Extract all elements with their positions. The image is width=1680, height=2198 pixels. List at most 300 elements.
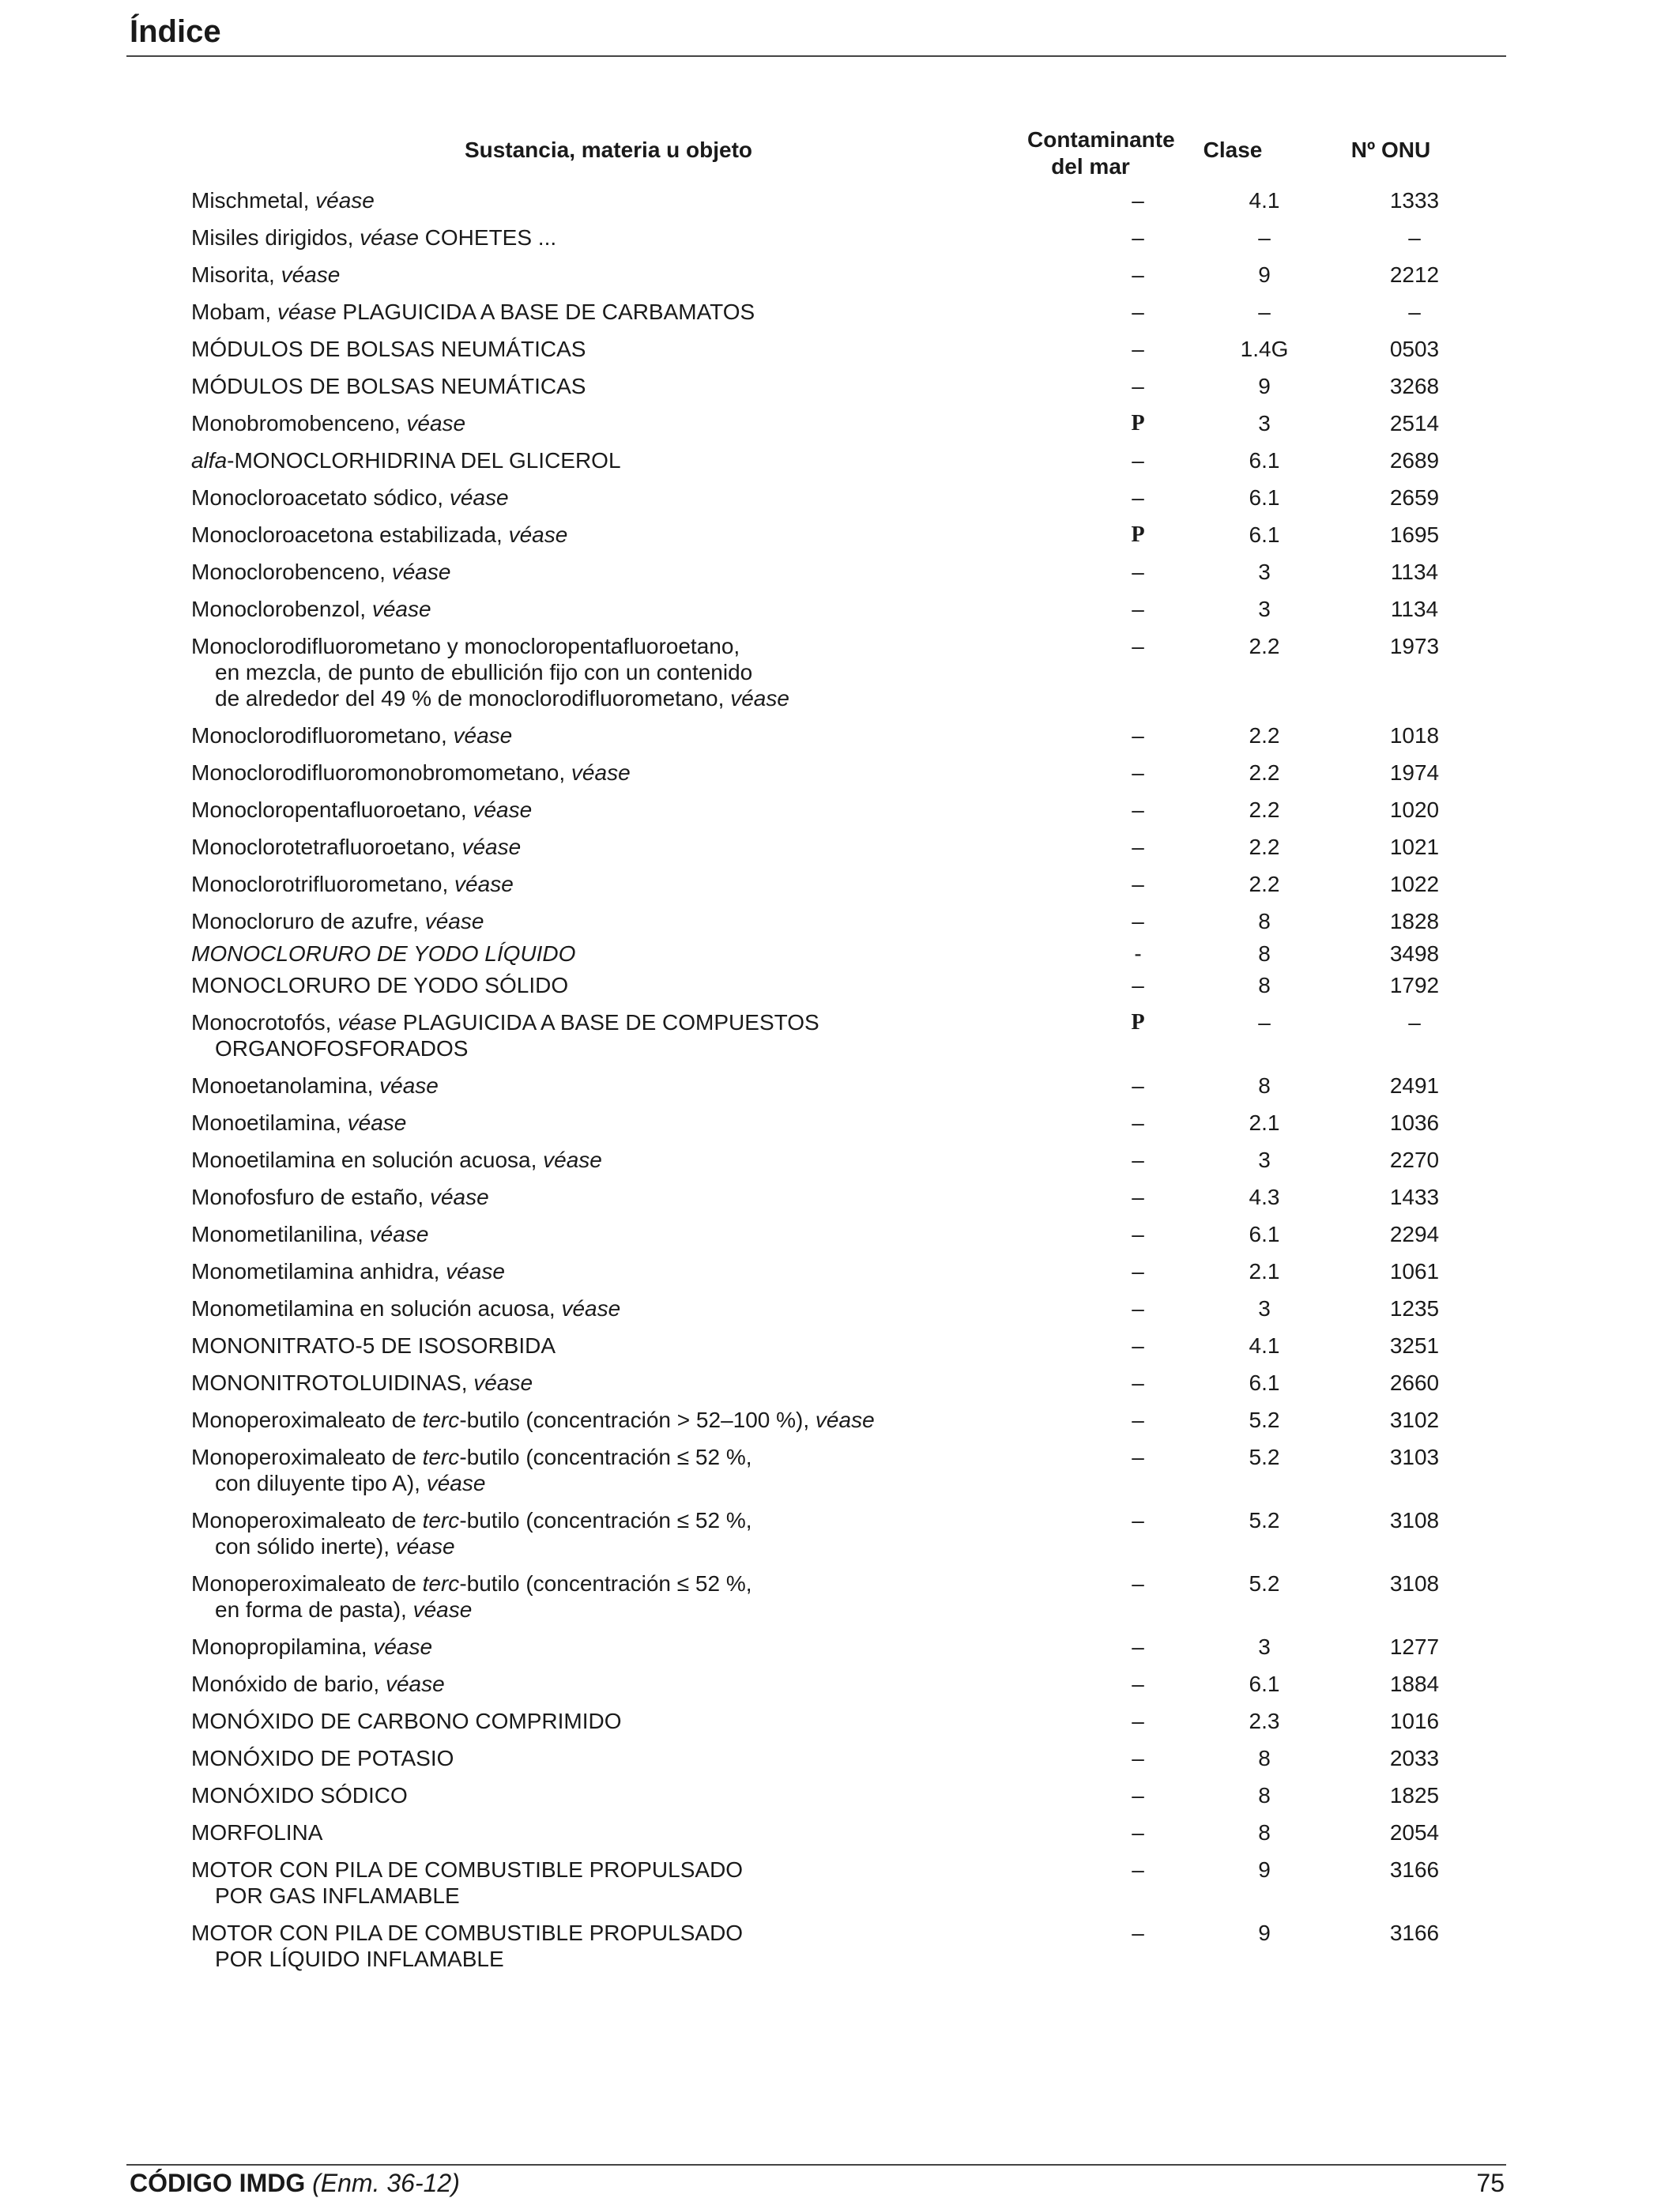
name-segment: Monoclorodifluorometano y monocloropentafluoroetano, — [191, 634, 740, 658]
un-number-cell: 3102 — [1389, 1408, 1440, 1432]
substance-name-line — [191, 1295, 1029, 1321]
substance-name-line — [191, 972, 1029, 998]
substance-name-line — [191, 373, 1029, 399]
name-segment: véase — [426, 1471, 486, 1495]
substance-name — [191, 484, 1029, 511]
name-segment: ORGANOFOSFORADOS — [215, 1036, 469, 1061]
table-row — [126, 1004, 1506, 1067]
substance-name-line — [191, 1009, 1029, 1035]
name-segment: Monoclorodifluoromonobromometano, — [191, 760, 571, 785]
substance-name-line — [191, 522, 1029, 548]
name-segment: Monoperoximaleato de — [191, 1445, 423, 1469]
name-segment: Monoetilamina, — [191, 1110, 348, 1135]
name-segment: terc — [422, 1508, 460, 1533]
name-segment: véase — [395, 1534, 455, 1559]
name-segment: Misiles dirigidos, — [191, 225, 360, 250]
marine-pollutant-cell: – — [1132, 374, 1144, 398]
marine-pollutant-cell: – — [1132, 1222, 1144, 1246]
un-number-cell: 3103 — [1389, 1445, 1440, 1469]
marine-pollutant-cell: – — [1132, 1672, 1144, 1696]
class-cell: 1.4G — [1240, 337, 1289, 361]
marine-pollutant-cell: – — [1132, 872, 1144, 896]
substance-name — [191, 797, 1029, 823]
class-cell: 3 — [1258, 1296, 1271, 1321]
substance-name-line — [191, 1634, 1029, 1660]
name-segment: MONÓXIDO DE POTASIO — [191, 1746, 454, 1770]
marine-pollutant-cell: – — [1132, 1408, 1144, 1432]
name-segment: PLAGUICIDA A BASE DE COMPUESTOS — [396, 1010, 819, 1035]
substance-name — [191, 1009, 1029, 1061]
substance-name — [191, 1570, 1029, 1623]
page-number: 75 — [1476, 2169, 1505, 2197]
name-segment: con sólido inerte), — [215, 1534, 396, 1559]
substance-name — [191, 336, 1029, 362]
footer-amendment: (Enm. 36-12) — [312, 2169, 460, 2197]
name-segment: Monoetilamina en solución acuosa, — [191, 1148, 544, 1172]
substance-name-line — [191, 262, 1029, 288]
un-number-cell: 1825 — [1389, 1783, 1440, 1808]
class-cell: 9 — [1258, 1857, 1271, 1882]
name-segment: MÓDULOS DE BOLSAS NEUMÁTICAS — [191, 337, 586, 361]
name-segment: Monocloroacetato sódico, — [191, 485, 450, 510]
class-cell: 2.1 — [1249, 1110, 1280, 1135]
substance-name — [191, 1295, 1029, 1321]
table-row — [126, 1067, 1506, 1104]
table-row — [126, 1851, 1506, 1914]
marine-pollutant-cell: – — [1132, 1571, 1144, 1596]
table-row — [126, 516, 1506, 553]
name-segment: Monoperoximaleato de — [191, 1571, 423, 1596]
class-cell: 8 — [1258, 1746, 1271, 1770]
substance-name-line — [191, 1708, 1029, 1734]
table-row — [126, 1141, 1506, 1178]
substance-name-line — [191, 908, 1029, 934]
substance-name — [191, 1819, 1029, 1845]
substance-name — [191, 1184, 1029, 1210]
un-number-cell: 1021 — [1389, 835, 1440, 859]
substance-name-line — [191, 1221, 1029, 1247]
substance-name-line — [191, 1671, 1029, 1697]
marine-pollutant-cell: – — [1132, 300, 1144, 324]
name-segment: en mezcla, de punto de ebullición fijo con un contenido — [215, 660, 753, 684]
substance-name — [191, 373, 1029, 399]
substance-name-line — [191, 659, 1029, 685]
table-row — [126, 1628, 1506, 1665]
class-cell: – — [1258, 225, 1271, 250]
marine-pollutant-cell: – — [1132, 1185, 1144, 1209]
substance-name — [191, 1147, 1029, 1173]
marine-pollutant-cell: – — [1132, 337, 1144, 361]
name-segment: PLAGUICIDA A BASE DE CARBAMATOS — [336, 300, 755, 324]
index-table — [126, 119, 1506, 1977]
substance-name-line — [191, 941, 1029, 967]
name-segment: Monoclorodifluorometano, — [191, 723, 454, 748]
table-row — [126, 219, 1506, 256]
table-row — [126, 903, 1506, 940]
un-number-cell: 1973 — [1389, 634, 1440, 658]
marine-pollutant-cell: – — [1132, 973, 1144, 997]
table-row — [126, 330, 1506, 368]
class-cell: 2.2 — [1249, 835, 1280, 859]
un-number-cell: 2054 — [1389, 1820, 1440, 1845]
name-segment: alfa — [191, 448, 228, 473]
substance-name-line — [191, 797, 1029, 823]
class-cell: 8 — [1258, 1783, 1271, 1808]
un-number-cell: 1018 — [1389, 723, 1440, 748]
name-segment: -butilo (concentración > 52–100 %), — [459, 1408, 816, 1432]
un-number-cell: 2294 — [1389, 1222, 1440, 1246]
marine-pollutant-cell: – — [1132, 1073, 1144, 1098]
substance-name-line — [191, 410, 1029, 436]
substance-name-line — [191, 1470, 1029, 1496]
substance-name-line — [191, 484, 1029, 511]
name-segment: Monometilamina en solución acuosa, — [191, 1296, 562, 1321]
substance-name-line — [191, 447, 1029, 473]
class-cell: 6.1 — [1249, 1672, 1280, 1696]
name-segment: Mobam, — [191, 300, 277, 324]
substance-name-line — [191, 760, 1029, 786]
name-segment: véase — [412, 1597, 473, 1622]
un-number-cell: 3108 — [1389, 1571, 1440, 1596]
marine-pollutant-cell: – — [1132, 1148, 1144, 1172]
un-number-cell: 1016 — [1389, 1709, 1440, 1733]
marine-pollutant-cell: – — [1132, 225, 1144, 250]
table-row — [126, 935, 1506, 967]
name-segment: Monoclorobenzol, — [191, 597, 372, 621]
name-segment: Monocloroacetona estabilizada, — [191, 522, 509, 547]
substance-name-line — [191, 596, 1029, 622]
page-header — [126, 11, 1506, 57]
un-number-cell: 1792 — [1389, 973, 1440, 997]
marine-pollutant-cell: – — [1132, 560, 1144, 584]
marine-pollutant-cell: – — [1132, 1296, 1144, 1321]
name-segment: Monocloruro de azufre, — [191, 909, 425, 933]
class-cell: 2.3 — [1249, 1709, 1280, 1733]
name-segment: Monóxido de bario, — [191, 1672, 386, 1696]
marine-pollutant-cell: – — [1132, 1259, 1144, 1284]
column-header-substance: Sustancia, materia u objeto — [464, 138, 753, 162]
name-segment: véase — [815, 1408, 875, 1432]
name-segment: MONOCLORURO DE YODO LÍQUIDO — [191, 941, 576, 966]
class-cell: 3 — [1258, 560, 1271, 584]
name-segment: Monopropilamina, — [191, 1634, 374, 1659]
name-segment: terc — [422, 1445, 460, 1469]
table-header — [126, 119, 1506, 182]
name-segment: MÓDULOS DE BOLSAS NEUMÁTICAS — [191, 374, 586, 398]
table-row — [126, 1290, 1506, 1327]
table-row — [126, 368, 1506, 405]
substance-name — [191, 187, 1029, 213]
substance-name-line — [191, 1533, 1029, 1559]
class-cell: – — [1258, 1010, 1271, 1035]
class-cell: 2.2 — [1249, 760, 1280, 785]
name-segment: POR LÍQUIDO INFLAMABLE — [215, 1947, 504, 1971]
class-cell: 8 — [1258, 1820, 1271, 1845]
name-segment: MONONITROTOLUIDINAS, — [191, 1370, 474, 1395]
un-number-cell: 3166 — [1389, 1921, 1440, 1945]
substance-name-line — [191, 871, 1029, 897]
table-body — [126, 182, 1506, 1977]
marine-pollutant-cell: P — [1131, 522, 1145, 547]
substance-name-line — [191, 1745, 1029, 1771]
table-row — [126, 828, 1506, 865]
un-number-cell: 1036 — [1389, 1110, 1440, 1135]
marine-pollutant-cell: P — [1131, 411, 1145, 435]
name-segment: MONOCLORURO DE YODO SÓLIDO — [191, 973, 569, 997]
substance-name-line — [191, 834, 1029, 860]
class-cell: 2.1 — [1249, 1259, 1280, 1284]
table-row — [126, 256, 1506, 293]
substance-name — [191, 1507, 1029, 1559]
un-number-cell: 1277 — [1389, 1634, 1440, 1659]
class-cell: 8 — [1258, 1073, 1271, 1098]
marine-pollutant-cell: – — [1132, 1857, 1144, 1882]
class-cell: 5.2 — [1249, 1408, 1280, 1432]
marine-pollutant-cell: – — [1132, 485, 1144, 510]
name-segment: Monoclorotetrafluoroetano, — [191, 835, 462, 859]
un-number-cell: – — [1408, 1010, 1421, 1035]
substance-name — [191, 1073, 1029, 1099]
substance-name — [191, 1258, 1029, 1284]
class-cell: 8 — [1258, 973, 1271, 997]
name-segment: véase — [454, 872, 514, 896]
column-header-un-number: Nº ONU — [1350, 138, 1431, 162]
substance-name — [191, 633, 1029, 711]
marine-pollutant-cell: – — [1132, 835, 1144, 859]
name-segment: -MONOCLORHIDRINA DEL GLICEROL — [227, 448, 621, 473]
name-segment: véase — [315, 188, 375, 213]
page-title: Índice — [130, 14, 221, 49]
table-row — [126, 405, 1506, 442]
name-segment: véase — [473, 797, 533, 822]
substance-name — [191, 972, 1029, 998]
class-cell: 5.2 — [1249, 1445, 1280, 1469]
un-number-cell: 2689 — [1389, 448, 1440, 473]
un-number-cell: 1134 — [1390, 560, 1439, 584]
name-segment: COHETES ... — [418, 225, 557, 250]
un-number-cell: 1433 — [1389, 1185, 1440, 1209]
name-segment: MONÓXIDO DE CARBONO COMPRIMIDO — [191, 1709, 622, 1733]
substance-name-line — [191, 722, 1029, 748]
marine-pollutant-cell: – — [1132, 188, 1144, 213]
un-number-cell: 1333 — [1389, 188, 1440, 213]
class-cell: 8 — [1258, 909, 1271, 933]
table-row — [126, 1401, 1506, 1438]
name-segment: MONONITRATO-5 DE ISOSORBIDA — [191, 1333, 556, 1358]
column-header-pollutant-line1: Contaminante — [1027, 127, 1175, 152]
class-cell: 9 — [1258, 262, 1271, 287]
table-row — [126, 717, 1506, 754]
table-row — [126, 628, 1506, 717]
table-row — [126, 865, 1506, 903]
table-row — [126, 1253, 1506, 1290]
substance-name — [191, 559, 1029, 585]
name-segment: véase — [571, 760, 631, 785]
un-number-cell: 2270 — [1389, 1148, 1440, 1172]
name-segment: Monocloropentafluoroetano, — [191, 797, 473, 822]
table-row — [126, 442, 1506, 479]
substance-name — [191, 1782, 1029, 1808]
name-segment: en forma de pasta), — [215, 1597, 413, 1622]
table-row — [126, 553, 1506, 590]
substance-name — [191, 224, 1029, 251]
substance-name — [191, 1745, 1029, 1771]
table-row — [126, 1216, 1506, 1253]
un-number-cell: 1884 — [1389, 1672, 1440, 1696]
name-segment: MOTOR CON PILA DE COMBUSTIBLE PROPULSADO — [191, 1857, 744, 1882]
table-row — [126, 1438, 1506, 1502]
un-number-cell: 2212 — [1389, 262, 1440, 287]
name-segment: véase — [385, 1672, 445, 1696]
un-number-cell: 3268 — [1389, 374, 1440, 398]
table-row — [126, 1565, 1506, 1628]
table-row — [126, 293, 1506, 330]
class-cell: 6.1 — [1249, 1370, 1280, 1395]
class-cell: 8 — [1258, 941, 1271, 966]
marine-pollutant-cell: – — [1132, 262, 1144, 287]
substance-name — [191, 1407, 1029, 1433]
marine-pollutant-cell: – — [1132, 760, 1144, 785]
table-row — [126, 182, 1506, 219]
table-row — [126, 1502, 1506, 1565]
un-number-cell: 2660 — [1389, 1370, 1440, 1395]
name-segment: MOTOR CON PILA DE COMBUSTIBLE PROPULSADO — [191, 1921, 744, 1945]
table-row — [126, 1364, 1506, 1401]
substance-name-line — [191, 1857, 1029, 1883]
table-row — [126, 1178, 1506, 1216]
name-segment: Monoperoximaleato de — [191, 1408, 423, 1432]
substance-name — [191, 447, 1029, 473]
name-segment: POR GAS INFLAMABLE — [215, 1883, 460, 1908]
class-cell: 3 — [1258, 1634, 1271, 1659]
un-number-cell: 1695 — [1389, 522, 1440, 547]
un-number-cell: 2033 — [1389, 1746, 1440, 1770]
name-segment: Monoetanolamina, — [191, 1073, 380, 1098]
substance-name-line — [191, 1570, 1029, 1597]
substance-name-line — [191, 187, 1029, 213]
un-number-cell: 0503 — [1389, 337, 1440, 361]
table-row — [126, 754, 1506, 791]
un-number-cell: 1235 — [1389, 1296, 1440, 1321]
substance-name — [191, 941, 1029, 967]
substance-name — [191, 410, 1029, 436]
un-number-cell: 3166 — [1389, 1857, 1440, 1882]
marine-pollutant-cell: – — [1132, 909, 1144, 933]
marine-pollutant-cell: – — [1132, 1820, 1144, 1845]
name-segment: véase — [473, 1370, 533, 1395]
un-number-cell: – — [1408, 225, 1421, 250]
substance-name-line — [191, 1147, 1029, 1173]
marine-pollutant-cell: – — [1132, 723, 1144, 748]
name-segment: véase — [391, 560, 451, 584]
name-segment: véase — [369, 1222, 429, 1246]
footer-rule — [126, 2164, 1506, 2166]
substance-name-line — [191, 1035, 1029, 1061]
un-number-cell: – — [1408, 300, 1421, 324]
substance-name-line — [191, 1110, 1029, 1136]
name-segment: véase — [730, 686, 789, 711]
marine-pollutant-cell: – — [1132, 1634, 1144, 1659]
name-segment: véase — [360, 225, 419, 250]
substance-name — [191, 1444, 1029, 1496]
class-cell: 3 — [1258, 411, 1271, 435]
name-segment: Monoclorotrifluorometano, — [191, 872, 455, 896]
name-segment: véase — [277, 300, 337, 324]
column-header-pollutant — [1027, 126, 1175, 180]
name-segment: -butilo (concentración ≤ 52 %, — [459, 1508, 752, 1533]
substance-name — [191, 1708, 1029, 1734]
name-segment: véase — [449, 485, 509, 510]
un-number-cell: 3108 — [1389, 1508, 1440, 1533]
class-cell: 6.1 — [1249, 1222, 1280, 1246]
name-segment: véase — [453, 723, 513, 748]
substance-name-line — [191, 1444, 1029, 1470]
table-row — [126, 1327, 1506, 1364]
name-segment: -butilo (concentración ≤ 52 %, — [459, 1571, 752, 1596]
name-segment: véase — [461, 835, 522, 859]
un-number-cell: 3498 — [1389, 941, 1440, 966]
substance-name-line — [191, 299, 1029, 325]
name-segment: Monometilamina anhidra, — [191, 1259, 446, 1284]
column-header-pollutant-line2: del mar — [1051, 154, 1130, 179]
un-number-cell: 3251 — [1389, 1333, 1440, 1358]
marine-pollutant-cell: – — [1132, 597, 1144, 621]
name-segment: MONÓXIDO SÓDICO — [191, 1783, 408, 1808]
name-segment: Mischmetal, — [191, 188, 316, 213]
substance-name — [191, 299, 1029, 325]
substance-name-line — [191, 1333, 1029, 1359]
un-number-cell: 1022 — [1389, 872, 1440, 896]
name-segment: véase — [371, 597, 431, 621]
table-row — [126, 1740, 1506, 1777]
substance-name-line — [191, 1370, 1029, 1396]
substance-name-line — [191, 1258, 1029, 1284]
substance-name — [191, 596, 1029, 622]
table-row — [126, 967, 1506, 1004]
footer-code: CÓDIGO IMDG — [130, 2169, 306, 2197]
name-segment: véase — [508, 522, 568, 547]
marine-pollutant-cell: – — [1132, 797, 1144, 822]
name-segment: Monoclorobenceno, — [191, 560, 392, 584]
substance-name-line — [191, 1507, 1029, 1533]
name-segment: Misorita, — [191, 262, 281, 287]
table-row — [126, 1814, 1506, 1851]
name-segment: Monofosfuro de estaño, — [191, 1185, 430, 1209]
class-cell: 3 — [1258, 597, 1271, 621]
name-segment: Monometilanilina, — [191, 1222, 370, 1246]
un-number-cell: 1020 — [1389, 797, 1440, 822]
substance-name — [191, 1857, 1029, 1909]
substance-name-line — [191, 1920, 1029, 1946]
marine-pollutant-cell: – — [1132, 1110, 1144, 1135]
class-cell: 2.2 — [1249, 872, 1280, 896]
name-segment: Monobromobenceno, — [191, 411, 407, 435]
substance-name — [191, 1370, 1029, 1396]
substance-name-line — [191, 633, 1029, 659]
substance-name — [191, 834, 1029, 860]
name-segment: -butilo (concentración ≤ 52 %, — [459, 1445, 752, 1469]
substance-name — [191, 522, 1029, 548]
name-segment: MORFOLINA — [191, 1820, 323, 1845]
table-row — [126, 479, 1506, 516]
un-number-cell: 1828 — [1389, 909, 1440, 933]
table-row — [126, 1702, 1506, 1740]
name-segment: de alrededor del 49 % de monoclorodifluorometano, — [215, 686, 731, 711]
marine-pollutant-cell: – — [1132, 1333, 1144, 1358]
table-row — [126, 1777, 1506, 1814]
column-header-class: Clase — [1203, 138, 1263, 162]
substance-name-line — [191, 1407, 1029, 1433]
